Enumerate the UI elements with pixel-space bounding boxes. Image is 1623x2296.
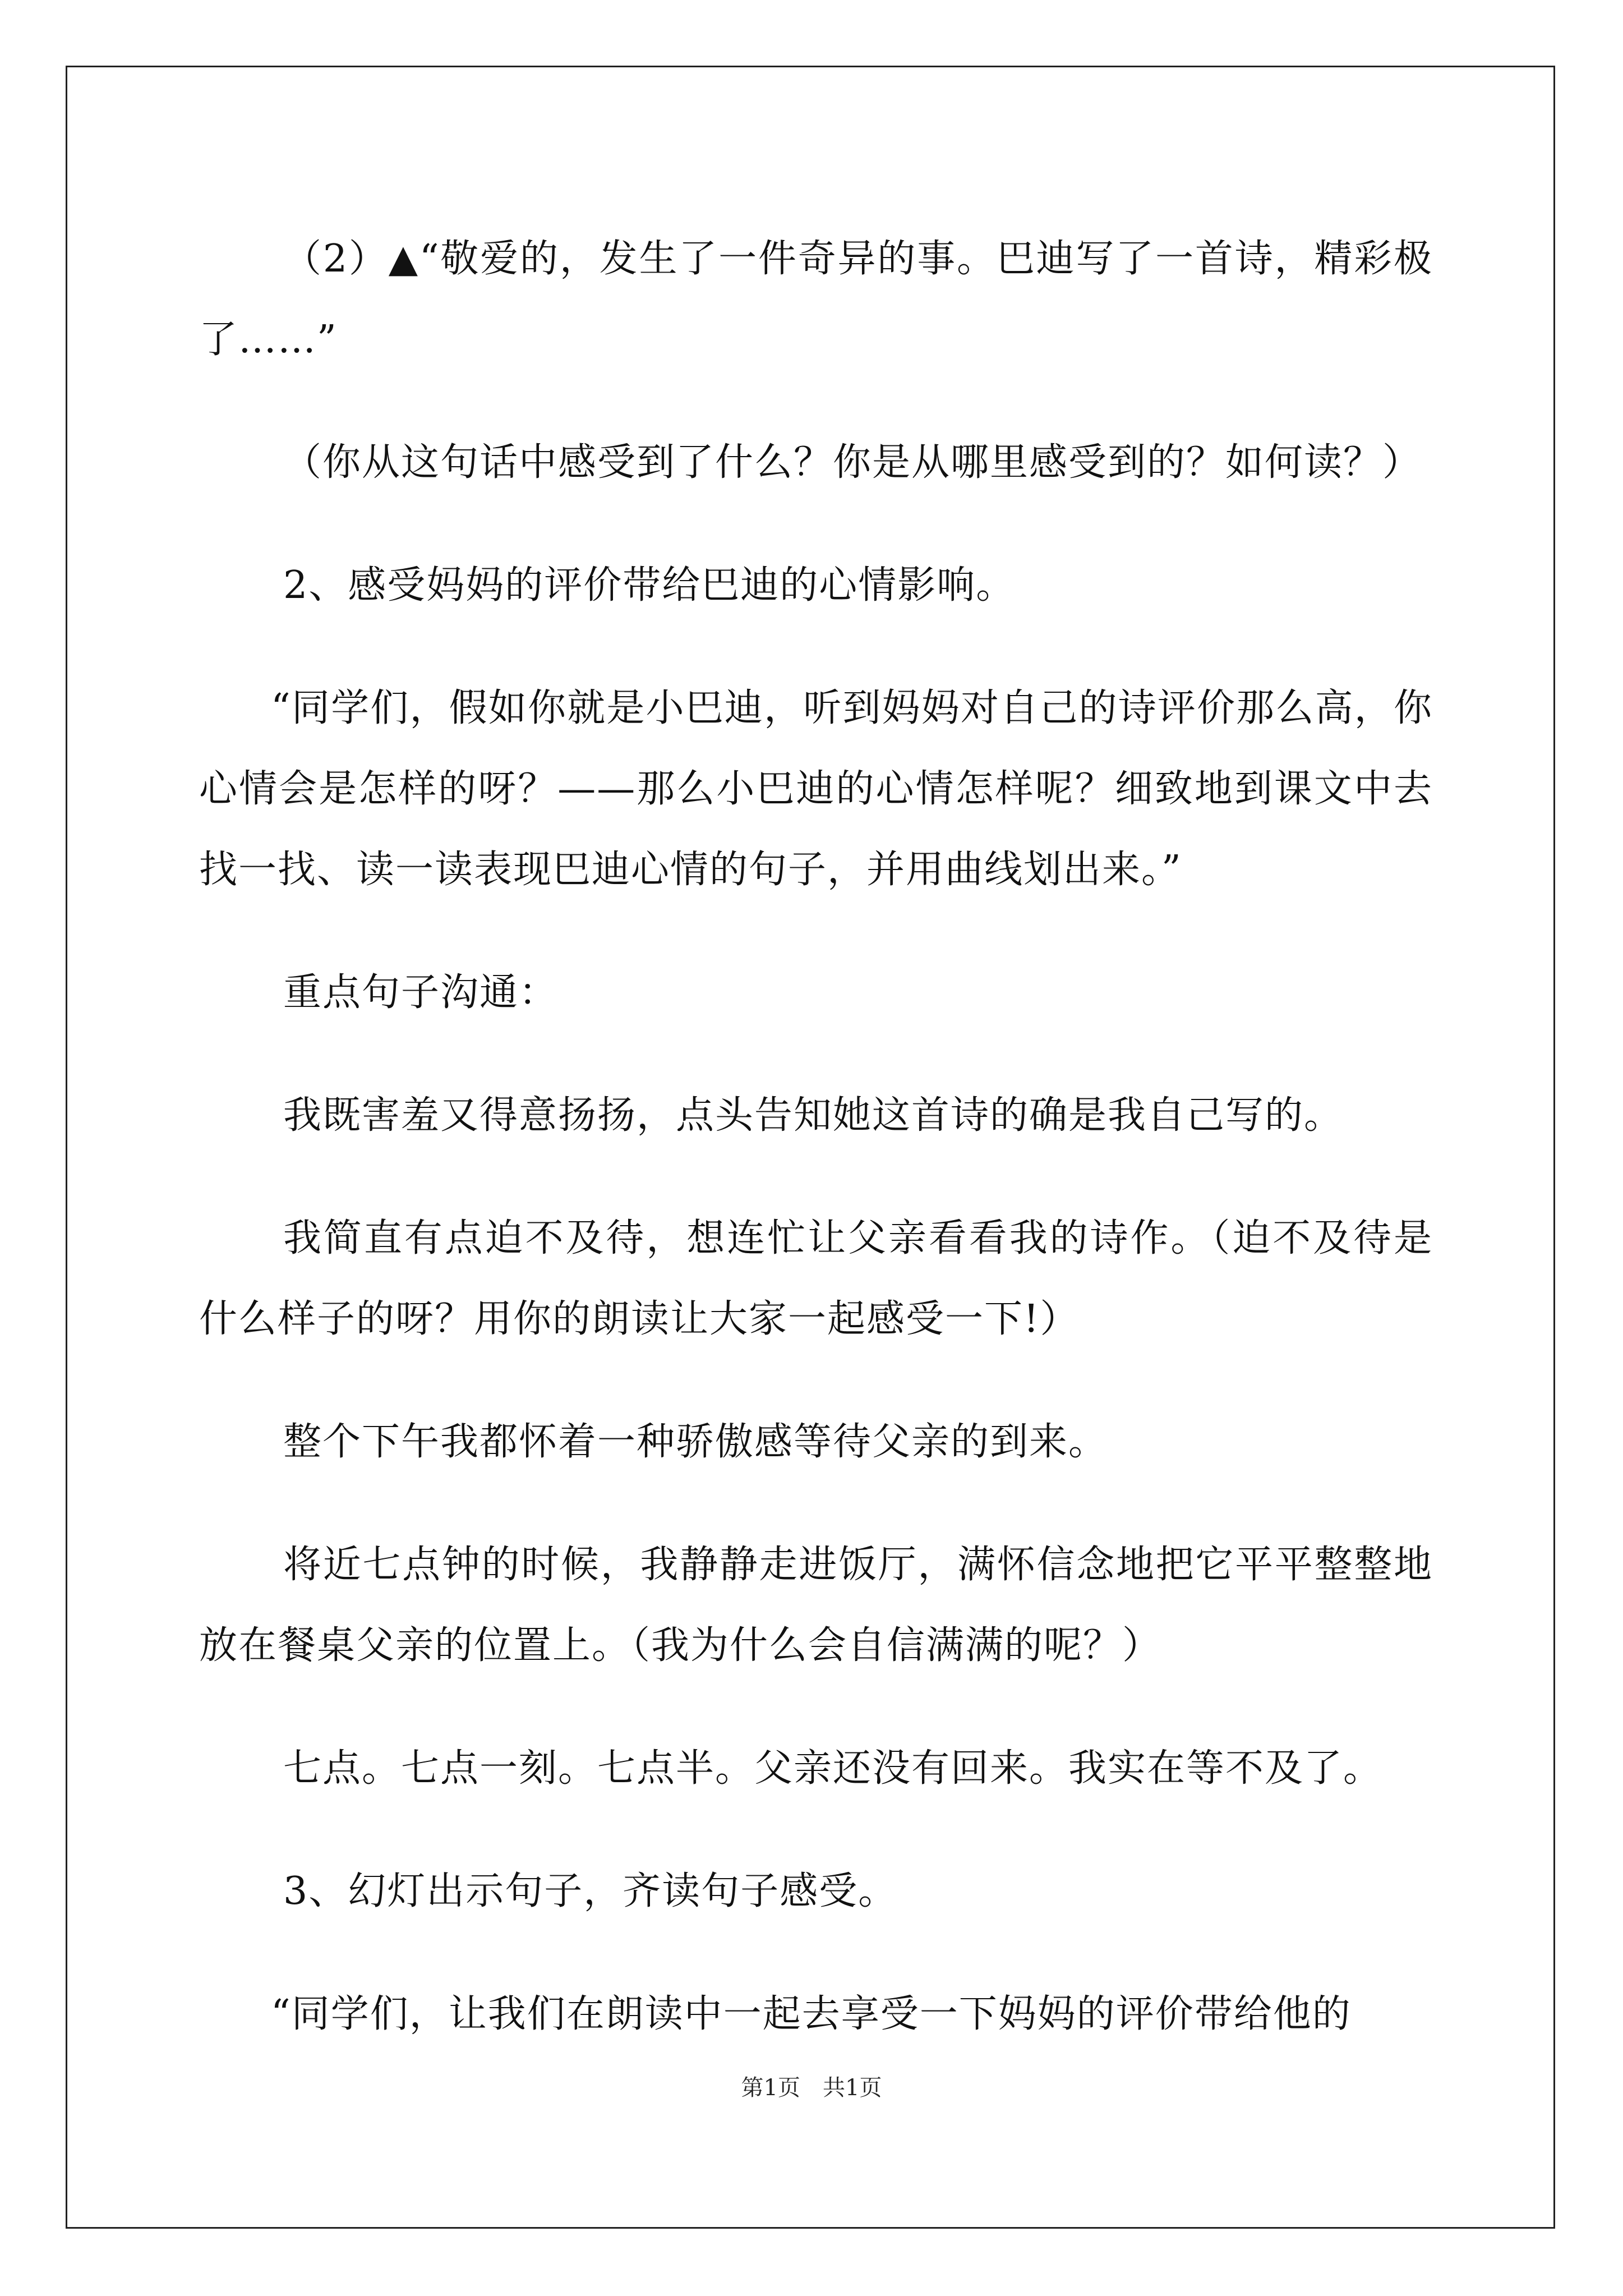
paragraph-9: 将近七点钟的时候，我静静走进饭厅，满怀信念地把它平平整整地放在餐桌父亲的位置上。（我为什么会自信满满的呢？） — [199, 1543, 1433, 1668]
paragraph-5: 重点句子沟通： — [283, 970, 559, 1015]
page-number: 第1页 共1页 — [741, 2075, 882, 2101]
paragraph-8: 整个下午我都怀着一种骄傲感等待父亲的到来。 — [283, 1420, 1108, 1464]
paragraph-2: （你从这句话中感受到了什么？你是从哪里感受到的？如何读？） — [283, 440, 1422, 485]
paragraph-10: 七点。七点一刻。七点半。父亲还没有回来。我实在等不及了。 — [283, 1746, 1383, 1791]
paragraph-6: 我既害羞又得意扬扬，点头告知她这首诗的确是我自己写的。 — [283, 1093, 1344, 1138]
paragraph-12: “同学们，让我们在朗读中一起去享受一下妈妈的评价带给他的 — [271, 1992, 1352, 2036]
paragraph-11: 3、幻灯出示句子，齐读句子感受。 — [283, 1869, 898, 1913]
paragraph-4: “同学们，假如你就是小巴迪，听到妈妈对自己的诗评价那么高，你心情会是怎样的呀？——那么小巴迪的心情怎样呢？细致地到课文中去找一找、读一读表现巴迪心情的句子，并用曲线划出来。” — [199, 686, 1433, 892]
document-body — [199, 219, 1433, 2097]
paragraph-7: 我简直有点迫不及待，想连忙让父亲看看我的诗作。（迫不及待是什么样子的呀？用你的朗读让大家一起感受一下!） — [199, 1216, 1433, 1341]
paragraph-1: （2）▲“敬爱的，发生了一件奇异的事。巴迪写了一首诗，精彩极了……” — [199, 237, 1433, 362]
paragraph-3: 2、感受妈妈的评价带给巴迪的心情影响。 — [283, 563, 1016, 608]
